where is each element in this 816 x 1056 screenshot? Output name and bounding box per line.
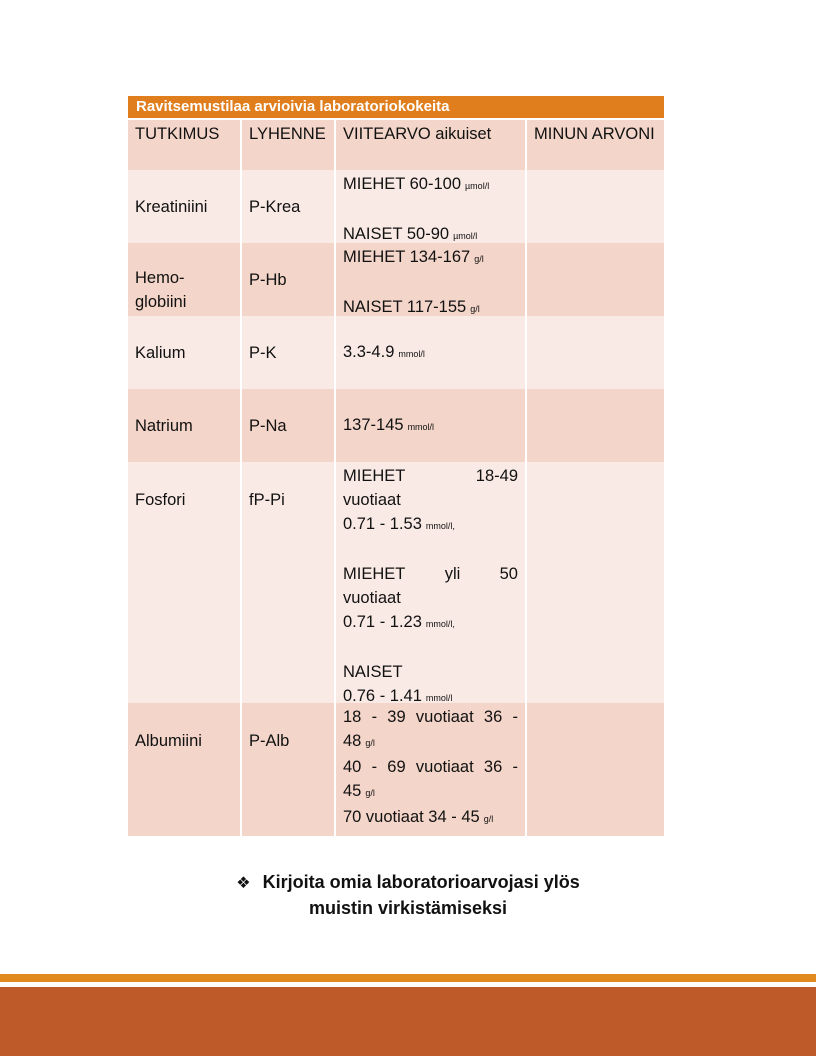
test-name: Kalium <box>128 316 242 389</box>
ref-line: 48 <box>343 732 362 750</box>
my-value-cell[interactable] <box>527 243 664 316</box>
reference-value <box>336 243 527 316</box>
test-abbr: P-Hb <box>242 243 336 316</box>
ref-line: 3.3-4.9 <box>343 342 395 361</box>
ref-line: 40 - 69 vuotiaat 36 - <box>343 758 518 776</box>
test-name: Kreatiniini <box>128 170 242 243</box>
ref-word: MIEHET <box>343 467 406 485</box>
ref-line: 45 <box>343 782 362 800</box>
unit: g/l <box>474 254 484 264</box>
table-header-row <box>128 120 664 170</box>
lab-table <box>128 96 664 836</box>
ref-line: 18 - 39 vuotiaat 36 - <box>343 708 518 726</box>
ref-line: vuotiaat <box>343 589 401 607</box>
my-value-cell[interactable] <box>527 316 664 389</box>
unit: g/l <box>365 788 375 798</box>
test-name: Fosfori <box>128 462 242 703</box>
ref-line: 0.71 - 1.53 <box>343 515 422 533</box>
footer-band <box>0 987 816 1056</box>
note-line-1: Kirjoita omia laboratorioarvojasi ylös <box>262 872 580 892</box>
test-name: Albumiini <box>128 703 242 836</box>
ref-line: NAISET 50-90 <box>343 225 450 243</box>
test-name: Natrium <box>128 389 242 462</box>
ref-word: 50 <box>499 565 518 583</box>
test-abbr: fP-Pi <box>242 462 336 703</box>
unit: mmol/l, <box>425 619 455 629</box>
table-row <box>128 170 664 243</box>
diamond-bullet-icon: ❖ <box>236 875 251 892</box>
ref-line: 0.71 - 1.23 <box>343 613 422 631</box>
test-abbr: P-Na <box>242 389 336 462</box>
ref-line: 137-145 <box>343 415 404 434</box>
table-row <box>128 316 664 389</box>
ref-word: MIEHET <box>343 565 406 583</box>
ref-line: MIEHET 134-167 <box>343 248 471 266</box>
my-value-cell[interactable] <box>527 170 664 243</box>
table-row <box>128 389 664 462</box>
header-minun-arvoni: MINUN ARVONI <box>534 125 655 143</box>
unit: mmol/l <box>407 421 435 432</box>
my-value-cell[interactable] <box>527 462 664 703</box>
unit: µmol/l <box>453 231 478 241</box>
footer-stripe <box>0 974 816 982</box>
header-tutkimus: TUTKIMUS <box>128 120 242 170</box>
unit: g/l <box>470 304 480 314</box>
my-value-cell[interactable] <box>527 389 664 462</box>
test-abbr: P-Krea <box>242 170 336 243</box>
note <box>0 870 816 920</box>
ref-line: NAISET 117-155 <box>343 298 467 316</box>
unit: g/l <box>483 814 494 824</box>
test-abbr: P-Alb <box>242 703 336 836</box>
ref-word: 18-49 <box>475 467 518 485</box>
ref-word: yli <box>444 565 461 583</box>
ref-line: MIEHET 60-100 <box>343 175 461 193</box>
unit: mmol/l <box>425 693 453 703</box>
ref-line: 70 vuotiaat 34 - 45 <box>343 808 480 826</box>
unit: mmol/l, <box>425 521 455 531</box>
test-name: Hemo-globiini <box>128 243 242 316</box>
test-abbr: P-K <box>242 316 336 389</box>
header-viitearvo: VIITEARVO aikuiset <box>336 120 527 170</box>
note-line-2: muistin virkistämiseksi <box>308 898 508 918</box>
table-title: Ravitsemustilaa arvioivia laboratoriokokeita <box>128 96 664 120</box>
reference-value <box>336 316 527 389</box>
table-row <box>128 462 664 703</box>
ref-line: vuotiaat <box>343 491 401 509</box>
unit: µmol/l <box>465 181 490 191</box>
ref-line: NAISET <box>343 663 403 681</box>
reference-value <box>336 703 527 836</box>
unit: g/l <box>365 738 375 748</box>
table-row <box>128 243 664 316</box>
my-value-cell[interactable] <box>527 703 664 836</box>
reference-value <box>336 389 527 462</box>
reference-value <box>336 170 527 243</box>
table-row <box>128 703 664 836</box>
reference-value <box>336 462 527 703</box>
header-lyhenne: LYHENNE <box>242 120 336 170</box>
ref-line: 0.76 - 1.41 <box>343 687 422 705</box>
unit: mmol/l <box>398 348 425 359</box>
